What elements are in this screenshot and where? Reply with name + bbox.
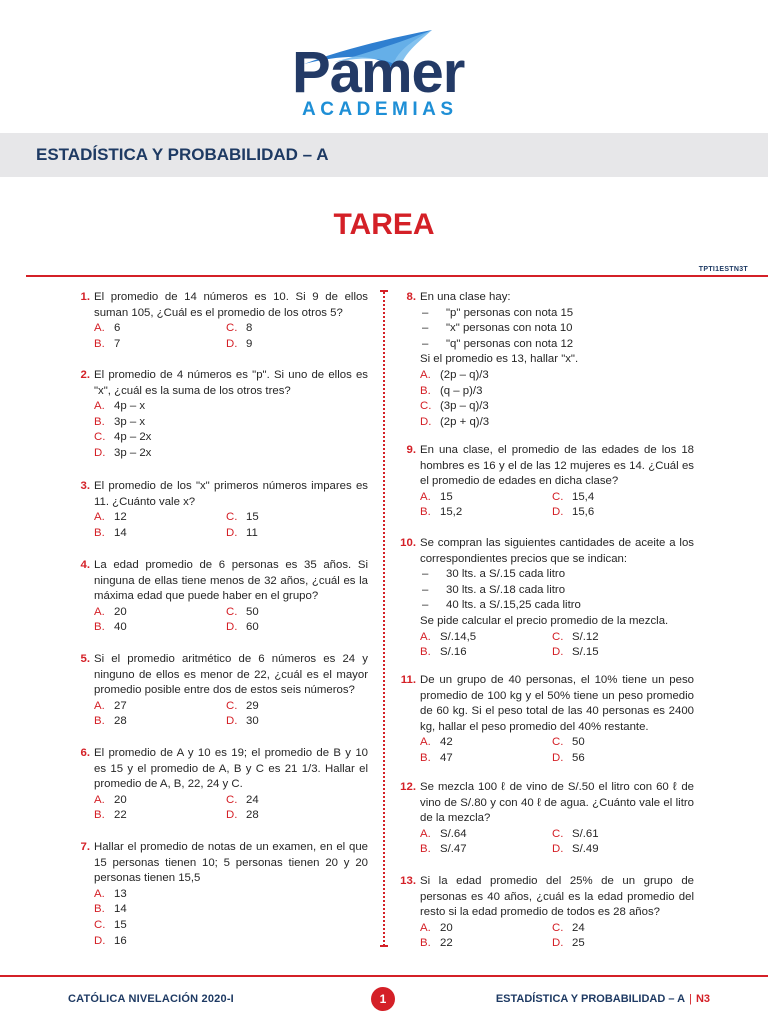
question-5 — [80, 652, 368, 730]
list-item-text: 40 lts. a S/.15,25 cada litro — [446, 599, 581, 612]
option-d[interactable] — [552, 751, 684, 767]
question-stem: El promedio de 4 números es "p". Si uno de ellos es "x", ¿cuál es la suma de los otros tres? — [94, 369, 368, 397]
option-c[interactable] — [552, 921, 684, 937]
option-a[interactable] — [94, 887, 368, 903]
options — [94, 793, 368, 824]
question-stem: Si el promedio aritmético de 6 números es 24 y ninguno de ellos es menor de 22, ¿cuál es el mayor promedio posible entre dos de estos seis números? — [94, 653, 368, 697]
option-letter: B. — [420, 751, 431, 764]
dash-marker: – — [422, 568, 429, 581]
option-c[interactable] — [552, 827, 684, 843]
option-value: (3p – q)/3 — [440, 400, 489, 413]
option-value: 28 — [114, 715, 127, 728]
option-c[interactable] — [552, 630, 684, 646]
option-letter: B. — [420, 843, 431, 856]
option-value: 28 — [246, 809, 259, 822]
list-item-text: 30 lts. a S/.18 cada litro — [446, 583, 566, 596]
option-letter: A. — [94, 322, 105, 335]
footer-level: N3 — [695, 993, 710, 1005]
option-d[interactable] — [552, 936, 684, 952]
question-number: 13. — [400, 875, 416, 887]
option-letter: C. — [226, 699, 238, 712]
option-value: S/.12 — [572, 630, 599, 643]
question-number: 10. — [400, 537, 416, 549]
option-letter: C. — [552, 921, 564, 934]
question-number: 12. — [400, 781, 416, 793]
question-followup: Si el promedio es 13, hallar "x". — [420, 353, 579, 366]
question-4 — [80, 558, 368, 636]
option-value: 20 — [440, 921, 453, 934]
option-value: (q – p)/3 — [440, 384, 483, 397]
options — [420, 490, 694, 521]
option-value: 47 — [440, 751, 453, 764]
question-stem: En una clase, el promedio de las edades de los 18 hombres es 16 y el de las 12 mujeres es 14. ¿Cuál es el promedio de edades en dicha clase? — [420, 444, 694, 488]
options — [94, 510, 368, 541]
option-letter: D. — [552, 751, 564, 764]
option-value: S/.14,5 — [440, 630, 477, 643]
option-d[interactable] — [94, 446, 368, 462]
option-value: 20 — [114, 605, 127, 618]
options — [420, 735, 694, 766]
question-number: 8. — [406, 291, 416, 303]
option-letter: B. — [94, 415, 105, 428]
option-b[interactable] — [94, 808, 226, 824]
option-letter: C. — [420, 400, 432, 413]
question-stem: En una clase hay: — [420, 291, 511, 303]
options — [420, 921, 694, 952]
option-b[interactable] — [420, 936, 552, 952]
question-10 — [400, 536, 694, 661]
option-value: 15,4 — [572, 490, 595, 503]
option-letter: A. — [94, 793, 105, 806]
option-b[interactable] — [420, 842, 552, 858]
option-value: S/.64 — [440, 827, 467, 840]
option-value: 16 — [114, 934, 127, 947]
pamer-logo — [0, 14, 768, 120]
dash-marker: – — [422, 599, 429, 612]
option-value: 24 — [572, 921, 585, 934]
option-value: 12 — [114, 511, 127, 524]
options — [94, 605, 368, 636]
option-d[interactable] — [226, 714, 358, 730]
option-value: 15,2 — [440, 506, 463, 519]
question-stem: De un grupo de 40 personas, el 10% tiene un peso promedio de 100 kg y el 50% tiene un peso promedio de 60 kg. Si el peso total de las 40 personas es 2400 kg, hallar el peso promedio del 40% restante. — [420, 674, 694, 733]
question-number: 6. — [80, 747, 90, 759]
logo-subtitle: ACADEMIAS — [302, 99, 458, 120]
list-item-text: "q" personas con nota 12 — [446, 337, 574, 350]
option-value: 25 — [572, 937, 585, 950]
option-letter: C. — [94, 918, 106, 931]
document-code: TPTI1ESTN3T — [698, 266, 748, 273]
option-c[interactable] — [226, 321, 358, 337]
option-c[interactable] — [226, 510, 358, 526]
option-value: 15,6 — [572, 506, 595, 519]
option-value: 30 — [246, 715, 259, 728]
course-title: ESTADÍSTICA Y PROBABILIDAD – A — [36, 145, 329, 164]
option-c[interactable] — [226, 605, 358, 621]
option-value: (2p + q)/3 — [440, 415, 490, 428]
option-value: 6 — [114, 322, 121, 335]
list-item-text: "x" personas con nota 10 — [446, 322, 573, 335]
option-d[interactable] — [94, 934, 368, 950]
question-number: 7. — [80, 841, 90, 853]
question-number: 3. — [80, 480, 90, 492]
question-stem: Se mezcla 100 ℓ de vino de S/.50 el litro con 60 ℓ de vino de S/.80 y con 40 ℓ de agua. ¿Cuánto vale el litro de la mezcla? — [420, 781, 694, 825]
option-a[interactable] — [94, 321, 226, 337]
list-item — [420, 306, 694, 322]
option-value: 7 — [114, 337, 121, 350]
option-a[interactable] — [420, 735, 552, 751]
option-letter: A. — [94, 887, 105, 900]
option-letter: D. — [226, 809, 238, 822]
option-value: 15 — [114, 918, 127, 931]
option-a[interactable] — [94, 699, 226, 715]
option-letter: D. — [94, 446, 106, 459]
option-value: S/.15 — [572, 646, 599, 659]
option-letter: C. — [552, 736, 564, 749]
option-letter: D. — [552, 843, 564, 856]
option-letter: B. — [420, 506, 431, 519]
option-value: S/.47 — [440, 843, 467, 856]
options — [420, 368, 694, 430]
option-value: (2p – q)/3 — [440, 368, 489, 381]
option-value: 14 — [114, 526, 127, 539]
option-value: S/.61 — [572, 827, 599, 840]
option-letter: D. — [420, 415, 432, 428]
option-value: S/.49 — [572, 843, 599, 856]
question-7 — [80, 840, 368, 949]
question-stem: Hallar el promedio de notas de un examen, en el que 15 personas tienen 10; 5 personas tienen 20 y 20 personas tienen 15,5 — [94, 841, 368, 885]
options — [94, 321, 368, 352]
list-item — [420, 337, 694, 353]
options — [420, 630, 694, 661]
option-letter: C. — [552, 630, 564, 643]
option-letter: D. — [226, 715, 238, 728]
option-letter: D. — [552, 937, 564, 950]
list-item — [420, 321, 694, 337]
option-d[interactable] — [226, 808, 358, 824]
question-1 — [80, 290, 368, 352]
option-letter: B. — [94, 903, 105, 916]
option-a[interactable] — [94, 605, 226, 621]
option-c[interactable] — [94, 430, 368, 446]
option-d[interactable] — [226, 620, 358, 636]
option-c[interactable] — [226, 793, 358, 809]
option-a[interactable] — [94, 399, 368, 415]
option-b[interactable] — [420, 505, 552, 521]
option-b[interactable] — [94, 526, 226, 542]
question-number: 4. — [80, 559, 90, 571]
dash-marker: – — [422, 583, 429, 596]
option-letter: A. — [94, 699, 105, 712]
option-value: 3p – x — [114, 415, 146, 428]
option-c[interactable] — [552, 490, 684, 506]
question-stem: El promedio de los "x" primeros números impares es 11. ¿Cuánto vale x? — [94, 480, 368, 508]
option-letter: C. — [226, 322, 238, 335]
option-value: 50 — [246, 605, 259, 618]
question-stem: El promedio de 14 números es 10. Si 9 de ellos suman 105, ¿Cuál es el promedio de los otros 5? — [94, 291, 368, 319]
question-6 — [80, 746, 368, 824]
option-letter: D. — [226, 621, 238, 634]
option-value: 9 — [246, 337, 253, 350]
option-letter: D. — [552, 646, 564, 659]
question-followup: Se pide calcular el precio promedio de la mezcla. — [420, 614, 669, 627]
option-b[interactable] — [94, 337, 226, 353]
list-item — [420, 583, 694, 599]
option-letter: C. — [226, 511, 238, 524]
option-value: 8 — [246, 322, 253, 335]
question-8 — [406, 290, 694, 430]
footer-course: ESTADÍSTICA Y PROBABILIDAD – A — [495, 993, 686, 1005]
option-letter: A. — [94, 605, 105, 618]
question-number: 1. — [80, 291, 90, 303]
option-letter: B. — [94, 526, 105, 539]
option-c[interactable] — [94, 918, 368, 934]
options — [94, 699, 368, 730]
option-b[interactable] — [420, 751, 552, 767]
options — [94, 399, 368, 461]
option-c[interactable] — [420, 399, 694, 415]
option-b[interactable] — [94, 714, 226, 730]
question-number: 9. — [406, 444, 416, 456]
question-12 — [400, 780, 694, 858]
list-item-text: 30 lts. a S/.15 cada litro — [446, 568, 566, 581]
option-letter: C. — [552, 827, 564, 840]
page-number: 1 — [371, 987, 395, 1011]
option-letter: D. — [552, 506, 564, 519]
list-item — [420, 598, 694, 614]
question-stem: Si la edad promedio del 25% de un grupo de personas es 40 años, ¿cuál es la edad promedio del resto si la edad promedio de todos es 28 años? — [420, 875, 694, 919]
question-9 — [406, 443, 694, 521]
option-a[interactable] — [420, 490, 552, 506]
option-a[interactable] — [420, 921, 552, 937]
option-b[interactable] — [94, 415, 368, 431]
option-letter: C. — [552, 490, 564, 503]
column-divider — [383, 292, 385, 946]
question-stem: La edad promedio de 6 personas es 35 años. Si ninguna de ellas tiene menos de 32 años, ¿cuál es la máxima edad que puede haber en el grupo? — [94, 559, 368, 603]
option-letter: A. — [420, 490, 431, 503]
divider-cap-bottom — [380, 945, 388, 947]
question-13 — [400, 874, 694, 952]
option-value: 3p – 2x — [114, 446, 152, 459]
option-letter: A. — [420, 736, 431, 749]
option-d[interactable] — [552, 505, 684, 521]
option-value: 60 — [246, 621, 259, 634]
option-letter: B. — [420, 384, 431, 397]
option-letter: D. — [226, 526, 238, 539]
option-b[interactable] — [420, 384, 694, 400]
question-number: 2. — [80, 369, 90, 381]
option-value: 27 — [114, 699, 127, 712]
option-c[interactable] — [226, 699, 358, 715]
option-d[interactable] — [420, 415, 694, 431]
option-value: 40 — [114, 621, 127, 634]
option-a[interactable] — [420, 630, 552, 646]
question-11 — [400, 673, 694, 767]
option-letter: A. — [420, 630, 431, 643]
question-stem: El promedio de A y 10 es 19; el promedio de B y 10 es 15 y el promedio de A, B y C es 21 1/3. Hallar el promedio de A, B, 22, 24 y C. — [94, 747, 368, 791]
option-letter: B. — [420, 937, 431, 950]
option-value: 24 — [246, 793, 259, 806]
footer-separator: | — [689, 993, 692, 1005]
option-letter: D. — [226, 337, 238, 350]
option-letter: A. — [94, 400, 105, 413]
option-letter: A. — [420, 921, 431, 934]
option-c[interactable] — [552, 735, 684, 751]
option-value: 4p – x — [114, 400, 146, 413]
option-b[interactable] — [94, 620, 226, 636]
option-a[interactable] — [420, 368, 694, 384]
question-2 — [80, 368, 368, 462]
top-rule — [26, 275, 768, 277]
option-b[interactable] — [94, 902, 368, 918]
dash-marker: – — [422, 306, 429, 319]
options — [420, 827, 694, 858]
bottom-rule — [0, 975, 768, 977]
option-value: 11 — [246, 526, 258, 539]
list-item — [420, 567, 694, 583]
question-3 — [80, 479, 368, 541]
option-value: 13 — [114, 887, 127, 900]
option-value: 20 — [114, 793, 127, 806]
option-value: 22 — [440, 937, 453, 950]
course-band — [0, 133, 768, 177]
option-letter: B. — [94, 715, 105, 728]
question-number: 11. — [400, 674, 416, 686]
option-letter: C. — [226, 605, 238, 618]
option-value: 22 — [114, 809, 127, 822]
question-number: 5. — [80, 653, 90, 665]
footer-left-text: CATÓLICA NIVELACIÓN 2020-I — [68, 993, 234, 1005]
option-value: 14 — [114, 903, 127, 916]
list-item-text: "p" personas con nota 15 — [446, 306, 574, 319]
logo-wordmark: Pamer — [292, 40, 465, 105]
option-letter: B. — [94, 621, 105, 634]
dash-marker: – — [422, 337, 429, 350]
option-value: 15 — [246, 511, 259, 524]
option-letter: B. — [420, 646, 431, 659]
option-a[interactable] — [94, 510, 226, 526]
option-value: S/.16 — [440, 646, 467, 659]
option-letter: B. — [94, 337, 105, 350]
option-d[interactable] — [552, 842, 684, 858]
option-value: 4p – 2x — [114, 431, 152, 444]
option-a[interactable] — [94, 793, 226, 809]
question-stem: Se compran las siguientes cantidades de aceite a los correspondientes precios que se indican: — [420, 537, 694, 565]
footer-right — [496, 993, 710, 1005]
option-value: 42 — [440, 736, 453, 749]
option-value: 56 — [572, 751, 585, 764]
option-value: 15 — [440, 490, 453, 503]
option-d[interactable] — [226, 337, 358, 353]
option-d[interactable] — [552, 645, 684, 661]
dash-marker: – — [422, 322, 429, 335]
option-letter: A. — [420, 827, 431, 840]
option-letter: B. — [94, 809, 105, 822]
option-a[interactable] — [420, 827, 552, 843]
option-value: 50 — [572, 736, 585, 749]
option-letter: A. — [94, 511, 105, 524]
page-title: TAREA — [333, 208, 435, 241]
option-d[interactable] — [226, 526, 358, 542]
option-value: 29 — [246, 699, 259, 712]
option-b[interactable] — [420, 645, 552, 661]
options — [94, 887, 368, 949]
option-letter: D. — [94, 934, 106, 947]
option-letter: A. — [420, 368, 431, 381]
option-letter: C. — [226, 793, 238, 806]
option-letter: C. — [94, 431, 106, 444]
